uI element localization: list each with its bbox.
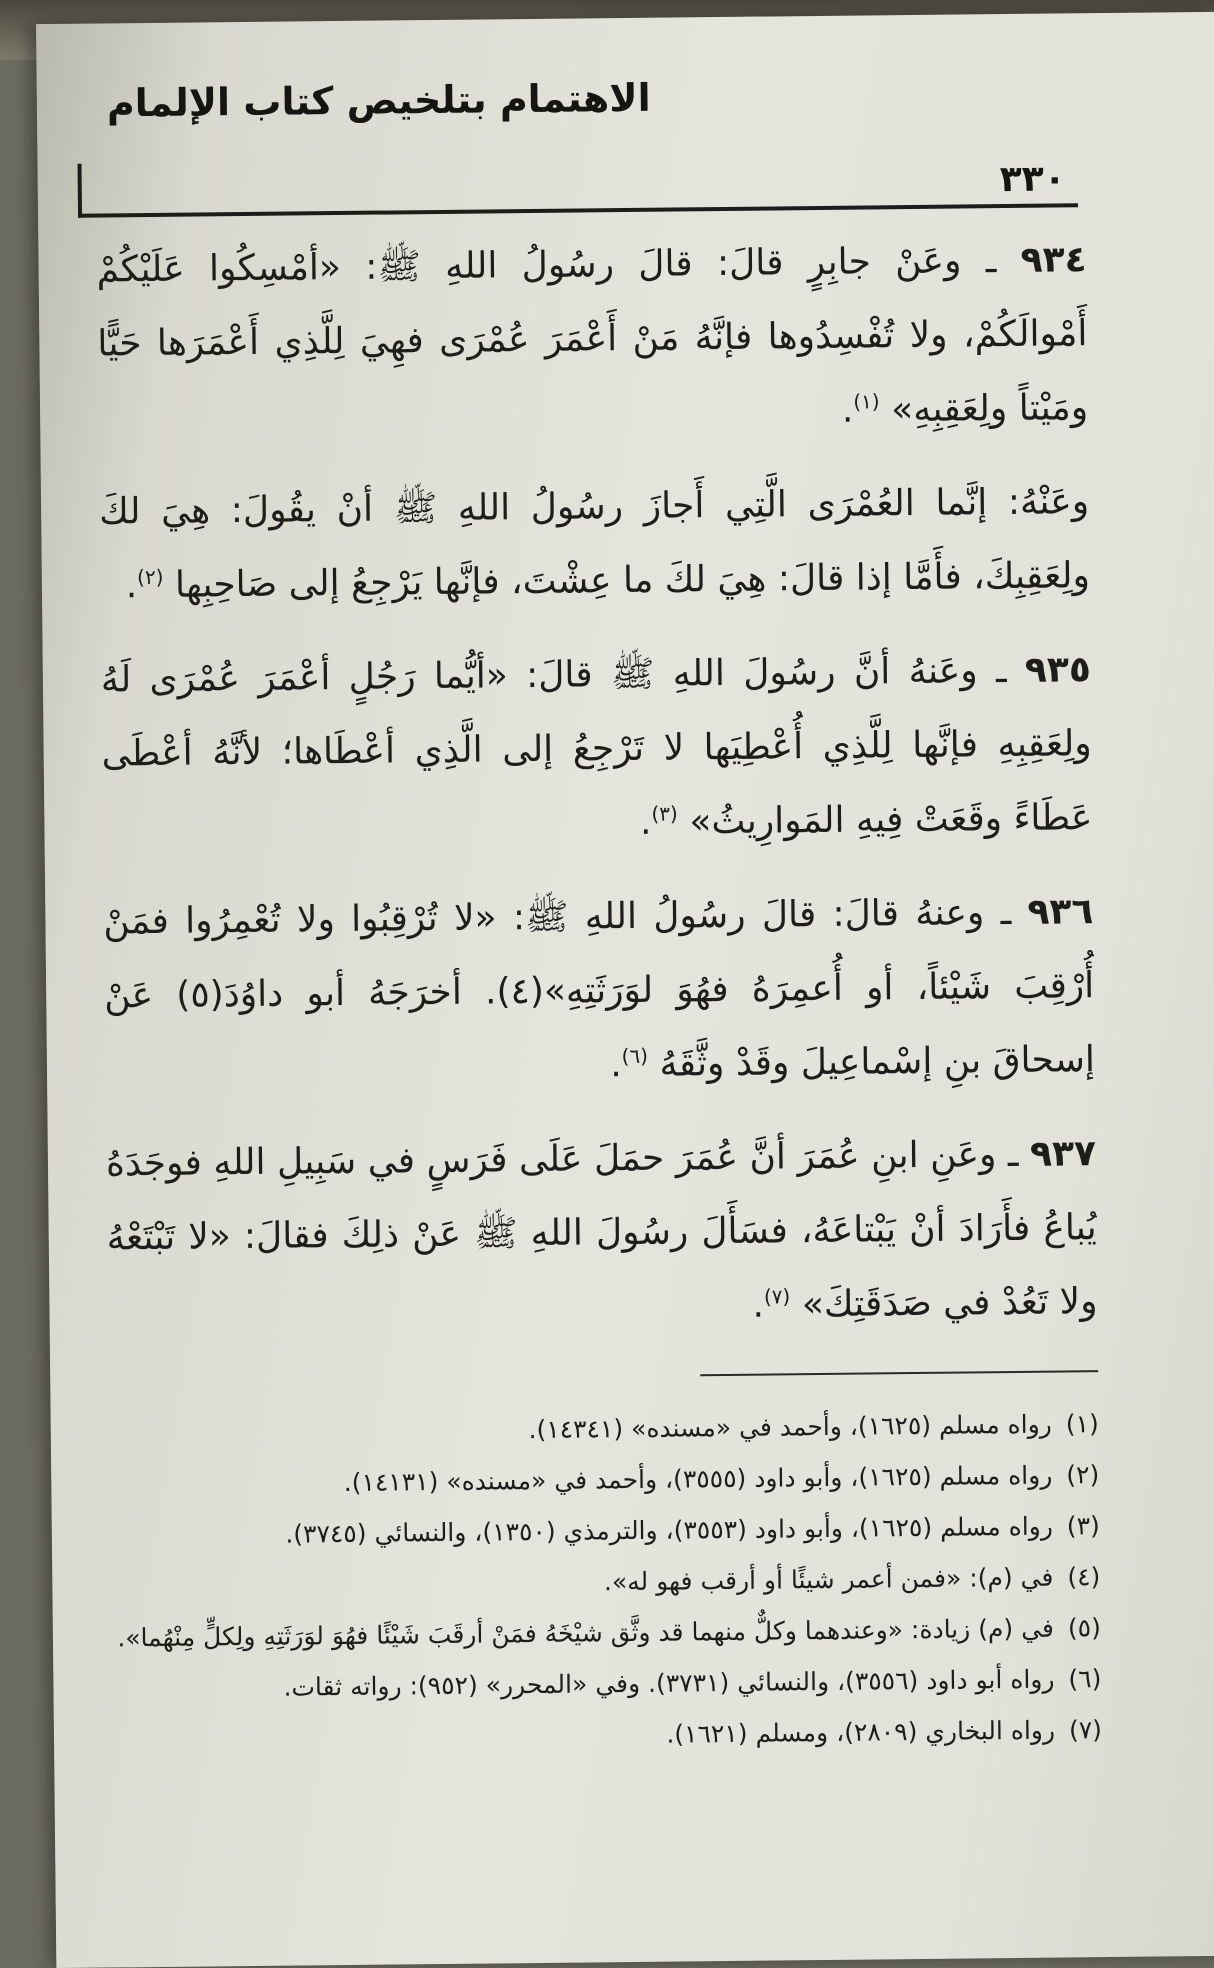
hadith-text: وعَنهُ أنَّ رسُولَ اللهِ ﷺ قالَ: «أيُّما رَجُلٍ أعْمَرَ عُمْرَى لَهُ ولِعَقِبِهِ فإنَّها لِلَّذِي أُعْطِيَها لا تَرْجِعُ إلى الَّذِي أعْطَاها؛ لأنَّهُ أعْطَى عَطَاءً وقَعَتْ فِيهِ المَوارِيثُ» — [100, 650, 1093, 843]
footnote-text: في (م): «فمن أعمر شيئًا أو أرقب فهو له». — [603, 1562, 1054, 1597]
book-page — [36, 12, 1214, 1968]
footnote-number: (٧) — [1068, 1715, 1103, 1745]
hadith-text: وعَنِ ابنِ عُمَرَ أنَّ عُمَرَ حمَلَ عَلَى فَرَسٍ في سَبِيلِ اللهِ فوجَدَهُ يُباعُ فأَرَادَ أنْ يَبْتاعَهُ، فسَأَلَ رسُولَ اللهِ ﷺ عَنْ ذلِكَ فقالَ: «لا تَبْتَعْهُ ولا تَعُدْ في صَدَقَتِكَ» — [105, 1134, 1098, 1326]
dash: ـ — [977, 650, 1007, 692]
hadith-number: ٩٣٧ — [1029, 1133, 1097, 1175]
footnote-number: (٥) — [1067, 1613, 1102, 1643]
hadith-paragraph: ٩٣٦ ـ وعنهُ قالَ: قالَ رسُولُ اللهِ ﷺ: «لا تُرْقِبُوا ولا تُعْمِرُوا فمَنْ أُرْقِبَ شَيْئاً، أو أُعمِرَهُ فهُوَ لوَرَثَتِهِ»(٤). أخرَجَهُ أبو داوُدَ(٥) عَنْ إسحاقَ بنِ إسْماعِيلَ وقَدْ وثَّقَهُ $^{(٦)}$. — [103, 891, 1096, 1086]
footnote-ref: (٦) — [621, 1043, 649, 1069]
footnote-number: (٢) — [1066, 1460, 1100, 1490]
footnote-text: رواه البخاري (٢٨٠٩)، ومسلم (١٦٢١). — [666, 1715, 1056, 1749]
footnote-ref: (١) — [853, 389, 880, 414]
header-rule — [78, 203, 1078, 217]
hadith-paragraph: ٩٣٤ ـ وعَنْ جابِرٍ قالَ: قالَ رسُولُ اللهِ ﷺ: «أمْسِكُوا عَلَيْكُمْ أَمْوالَكُمْ، ولا تُفْسِدُوها فإنَّهُ مَنْ أَعْمَرَ عُمْرَى فهِيَ لِلَّذِي أَعْمَرَها حَيًّا ومَيْتاً ولِعَقِبِهِ» $^{(١)}$. — [96, 239, 1089, 431]
footnote-ref: (٢) — [136, 564, 164, 590]
main-text — [96, 223, 1098, 1369]
footnote-ref: (٧) — [763, 1284, 791, 1309]
footnote-text: رواه مسلم (١٦٢٥)، وأبو داود (٣٥٥٣)، والترمذي (١٣٥٠)، والنسائي (٣٧٤٥). — [285, 1511, 1053, 1549]
dash: ـ — [996, 1133, 1019, 1176]
hadith-paragraph: وعَنْهُ: إنَّما العُمْرَى الَّتِي أَجازَ رسُولُ اللهِ ﷺ أنْ يقُولَ: هِيَ لكَ ولِعَقِبِكَ، فأَمَّا إذا قالَ: هِيَ لكَ ما عِشْتَ، فإنَّها يَرْجِعُ إلى صَاحِبِها $^{(٢)}$. — [98, 481, 1091, 607]
hadith-text: وعَنْهُ: إنَّما العُمْرَى الَّتِي أَجازَ رسُولُ اللهِ ﷺ أنْ يقُولَ: هِيَ لكَ ولِعَقِبِكَ، فأَمَّا إذا قالَ: هِيَ لكَ ما عِشْتَ، فإنَّها يَرْجِعُ إلى صَاحِبِها — [98, 481, 1091, 606]
running-head: الاهتمام بتلخيص كتاب الإلمام — [106, 75, 651, 126]
footnote-number: (٣) — [1066, 1511, 1100, 1541]
page-number: ٣٣٠ — [999, 158, 1066, 201]
footnote — [112, 1704, 1102, 1765]
footnote-text: رواه أبو داود (٣٥٥٦)، والنسائي (٣٧٣١). وفي «المحرر» (٩٥٢): رواته ثقات. — [283, 1664, 1055, 1702]
footnote-number: (٤) — [1067, 1562, 1101, 1592]
hadith-number: ٩٣٤ — [1020, 239, 1087, 281]
hadith-number: ٩٣٦ — [1027, 891, 1094, 933]
dash: ـ — [984, 892, 1012, 934]
footnote-separator — [700, 1370, 1098, 1376]
hadith-text: وعَنْ جابِرٍ قالَ: قالَ رسُولُ اللهِ ﷺ: «أمْسِكُوا عَلَيْكُمْ أَمْوالَكُمْ، ولا تُفْسِدُوها فإنَّهُ مَنْ أَعْمَرَ عُمْرَى فهِيَ لِلَّذِي أَعْمَرَها حَيًّا ومَيْتاً ولِعَقِبِهِ» — [96, 240, 1089, 431]
footnote-text: رواه مسلم (١٦٢٥)، وأحمد في «مسنده» (١٤٣٤١). — [528, 1409, 1052, 1445]
footnotes — [109, 1398, 1103, 1765]
dash: ـ — [961, 240, 997, 282]
header-rule-corner — [77, 164, 82, 218]
footnote-text: رواه مسلم (١٦٢٥)، وأبو داود (٣٥٥٥)، وأحمد في «مسنده» (١٤١٣١). — [343, 1460, 1053, 1498]
footnote-text: في (م) زيادة: «وعندهما وكلٌّ منهما قد وثَّق شيْخَهُ فمَنْ أرقَبَ شَيْئًا فهُوَ لوَرَثَتِهِ ولِكلٍّ مِنْهُما». — [117, 1613, 1055, 1653]
hadith-text: وعنهُ قالَ: قالَ رسُولُ اللهِ ﷺ: «لا تُرْقِبُوا ولا تُعْمِرُوا فمَنْ أُرْقِبَ شَيْئاً، أو أُعمِرَهُ فهُوَ لوَرَثَتِهِ»(٤). أخرَجَهُ أبو داوُدَ(٥) عَنْ إسحاقَ بنِ إسْماعِيلَ وقَدْ وثَّقَهُ — [103, 892, 1096, 1085]
footnote-ref: (٣) — [651, 801, 678, 826]
footnote-number: (١) — [1065, 1409, 1099, 1439]
hadith-paragraph: ٩٣٥ ـ وعَنهُ أنَّ رسُولَ اللهِ ﷺ قالَ: «أيُّما رَجُلٍ أعْمَرَ عُمْرَى لَهُ ولِعَقِبِهِ فإنَّها لِلَّذِي أُعْطِيَها لا تَرْجِعُ إلى الَّذِي أعْطَاها؛ لأنَّهُ أعْطَى عَطَاءً وقَعَتْ فِيهِ المَوارِيثُ» $^{(٣)}$. — [100, 649, 1093, 843]
hadith-paragraph: ٩٣٧ ـ وعَنِ ابنِ عُمَرَ أنَّ عُمَرَ حمَلَ عَلَى فَرَسٍ في سَبِيلِ اللهِ فوجَدَهُ يُباعُ فأَرَادَ أنْ يَبْتاعَهُ، فسَأَلَ رسُولَ اللهِ ﷺ عَنْ ذلِكَ فقالَ: «لا تَبْتَعْهُ ولا تَعُدْ في صَدَقَتِكَ» $^{(٧)}$. — [105, 1133, 1098, 1326]
footnote-number: (٦) — [1068, 1664, 1102, 1694]
hadith-number: ٩٣٥ — [1024, 649, 1092, 691]
